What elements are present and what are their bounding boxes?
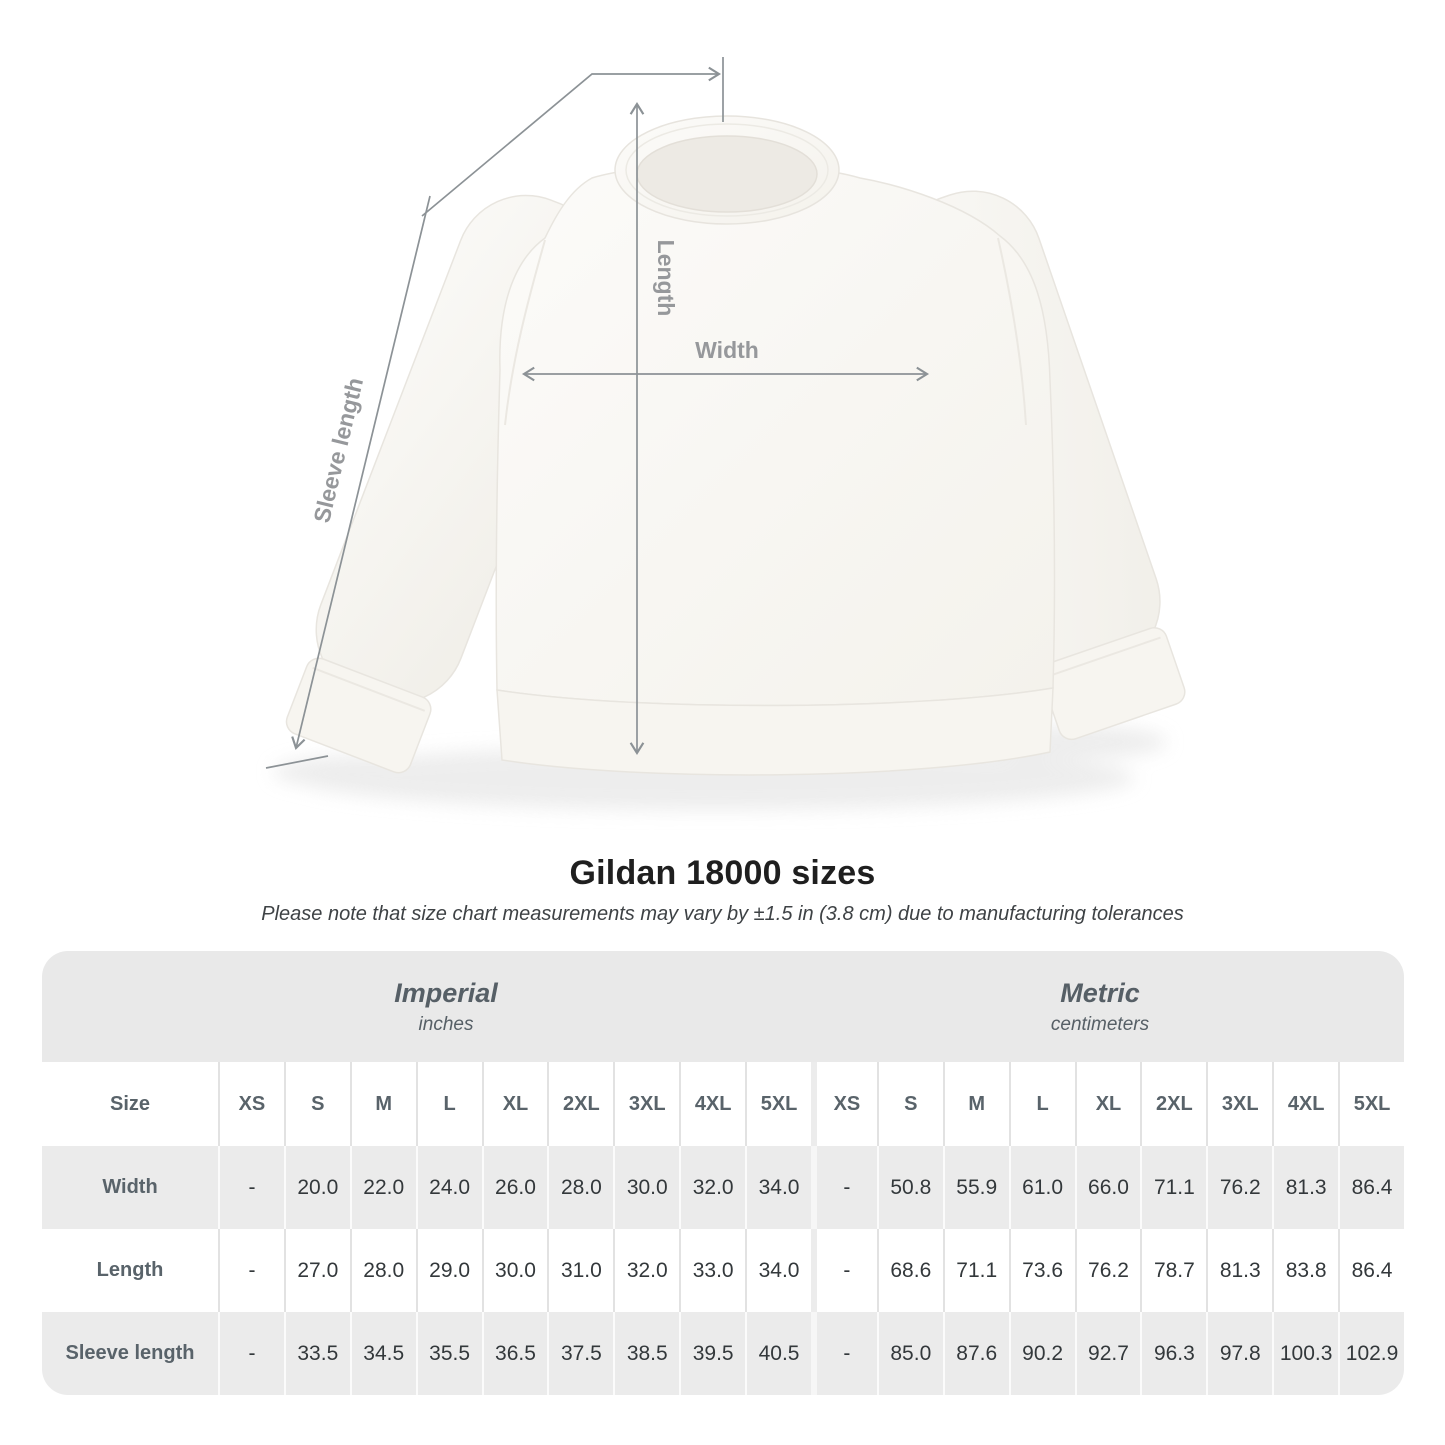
table-cell: 24.0	[416, 1146, 482, 1229]
table-cell: 96.3	[1140, 1312, 1206, 1395]
table-cell: 34.0	[745, 1229, 811, 1312]
table-cell: 32.0	[679, 1146, 745, 1229]
table-cell: -	[218, 1146, 284, 1229]
sweatshirt-body	[496, 165, 1054, 706]
table-cell: 68.6	[877, 1229, 943, 1312]
table-cell: 102.9	[1338, 1312, 1404, 1395]
column-header-imperial-xl: XL	[482, 1062, 548, 1146]
table-cell: 73.6	[1009, 1229, 1075, 1312]
table-cell: 34.5	[350, 1312, 416, 1395]
table-row-width	[42, 1146, 1404, 1229]
table-cell: -	[218, 1229, 284, 1312]
table-cell: 87.6	[943, 1312, 1009, 1395]
table-cell: 28.0	[547, 1146, 613, 1229]
size-column-header: Size	[109, 1092, 151, 1115]
table-cell: 39.5	[679, 1312, 745, 1395]
metric-label: Metric	[1060, 977, 1140, 1008]
column-header-imperial-5xl: 5XL	[745, 1062, 811, 1146]
table-cell: 33.5	[284, 1312, 350, 1395]
table-cell: 31.0	[547, 1229, 613, 1312]
table-cell: 35.5	[416, 1312, 482, 1395]
table-cell: 78.7	[1140, 1229, 1206, 1312]
table-cell: 83.8	[1272, 1229, 1338, 1312]
imperial-group-header	[42, 951, 810, 1062]
length-label: Length	[653, 239, 679, 317]
collar	[615, 116, 839, 224]
imperial-label: Imperial	[394, 977, 498, 1008]
table-cell: 33.0	[679, 1229, 745, 1312]
table-cell: -	[811, 1229, 877, 1312]
table-cell: 29.0	[416, 1229, 482, 1312]
column-header-metric-4xl: 4XL	[1272, 1062, 1338, 1146]
column-header-imperial-s: S	[284, 1062, 350, 1146]
column-header-metric-2xl: 2XL	[1140, 1062, 1206, 1146]
table-row-length	[42, 1229, 1404, 1312]
table-row-sleeve-length	[42, 1312, 1404, 1395]
table-cell: 55.9	[943, 1146, 1009, 1229]
table-cell: 92.7	[1075, 1312, 1141, 1395]
sleeve-length-label: Sleeve length	[308, 375, 369, 526]
table-cell: 32.0	[613, 1229, 679, 1312]
column-header-metric-xs: XS	[811, 1062, 877, 1146]
column-header-imperial-2xl: 2XL	[547, 1062, 613, 1146]
column-header-metric-l: L	[1009, 1062, 1075, 1146]
width-label: Width	[695, 337, 759, 363]
table-cell: 100.3	[1272, 1312, 1338, 1395]
table-cell: 61.0	[1009, 1146, 1075, 1229]
table-cell: 86.4	[1338, 1229, 1404, 1312]
table-cell: 36.5	[482, 1312, 548, 1395]
column-header-imperial-m: M	[350, 1062, 416, 1146]
metric-group-header	[810, 951, 1404, 1062]
imperial-unit: inches	[418, 1013, 474, 1035]
column-header-imperial-3xl: 3XL	[613, 1062, 679, 1146]
unit-group-header	[42, 951, 1404, 1062]
table-cell: -	[811, 1146, 877, 1229]
row-label: Width	[102, 1176, 158, 1198]
table-cell: 40.5	[745, 1312, 811, 1395]
metric-unit: centimeters	[1050, 1013, 1150, 1035]
table-cell: 30.0	[482, 1229, 548, 1312]
table-header-row	[42, 1062, 1404, 1146]
row-label: Sleeve length	[65, 1342, 195, 1364]
table-cell: 66.0	[1075, 1146, 1141, 1229]
row-label: Length	[96, 1259, 164, 1281]
column-header-metric-s: S	[877, 1062, 943, 1146]
column-header-metric-3xl: 3XL	[1206, 1062, 1272, 1146]
table-cell: 76.2	[1206, 1146, 1272, 1229]
table-cell: 81.3	[1206, 1229, 1272, 1312]
page-title: Gildan 18000 sizes	[569, 854, 876, 892]
table-cell: 76.2	[1075, 1229, 1141, 1312]
table-cell: 37.5	[547, 1312, 613, 1395]
table-cell: 20.0	[284, 1146, 350, 1229]
table-cell: 27.0	[284, 1229, 350, 1312]
table-cell: 28.0	[350, 1229, 416, 1312]
table-cell: 30.0	[613, 1146, 679, 1229]
table-cell: 86.4	[1338, 1146, 1404, 1229]
column-header-imperial-xs: XS	[218, 1062, 284, 1146]
column-header-imperial-l: L	[416, 1062, 482, 1146]
table-cell: 34.0	[745, 1146, 811, 1229]
table-cell: 38.5	[613, 1312, 679, 1395]
table-cell: 71.1	[943, 1229, 1009, 1312]
column-header-metric-5xl: 5XL	[1338, 1062, 1404, 1146]
table-cell: -	[218, 1312, 284, 1395]
table-cell: 97.8	[1206, 1312, 1272, 1395]
table-cell: 71.1	[1140, 1146, 1206, 1229]
caption	[0, 838, 1445, 927]
table-cell: -	[811, 1312, 877, 1395]
table-cell: 22.0	[350, 1146, 416, 1229]
column-header-metric-m: M	[943, 1062, 1009, 1146]
column-header-imperial-4xl: 4XL	[679, 1062, 745, 1146]
tolerance-note: Please note that size chart measurements may vary by ±1.5 in (3.8 cm) due to manufacturing tolerances	[261, 903, 1184, 925]
column-header-metric-xl: XL	[1075, 1062, 1141, 1146]
table-cell: 50.8	[877, 1146, 943, 1229]
table-cell: 85.0	[877, 1312, 943, 1395]
table-cell: 81.3	[1272, 1146, 1338, 1229]
table-cell: 90.2	[1009, 1312, 1075, 1395]
table-cell: 26.0	[482, 1146, 548, 1229]
size-table	[42, 951, 1404, 1395]
